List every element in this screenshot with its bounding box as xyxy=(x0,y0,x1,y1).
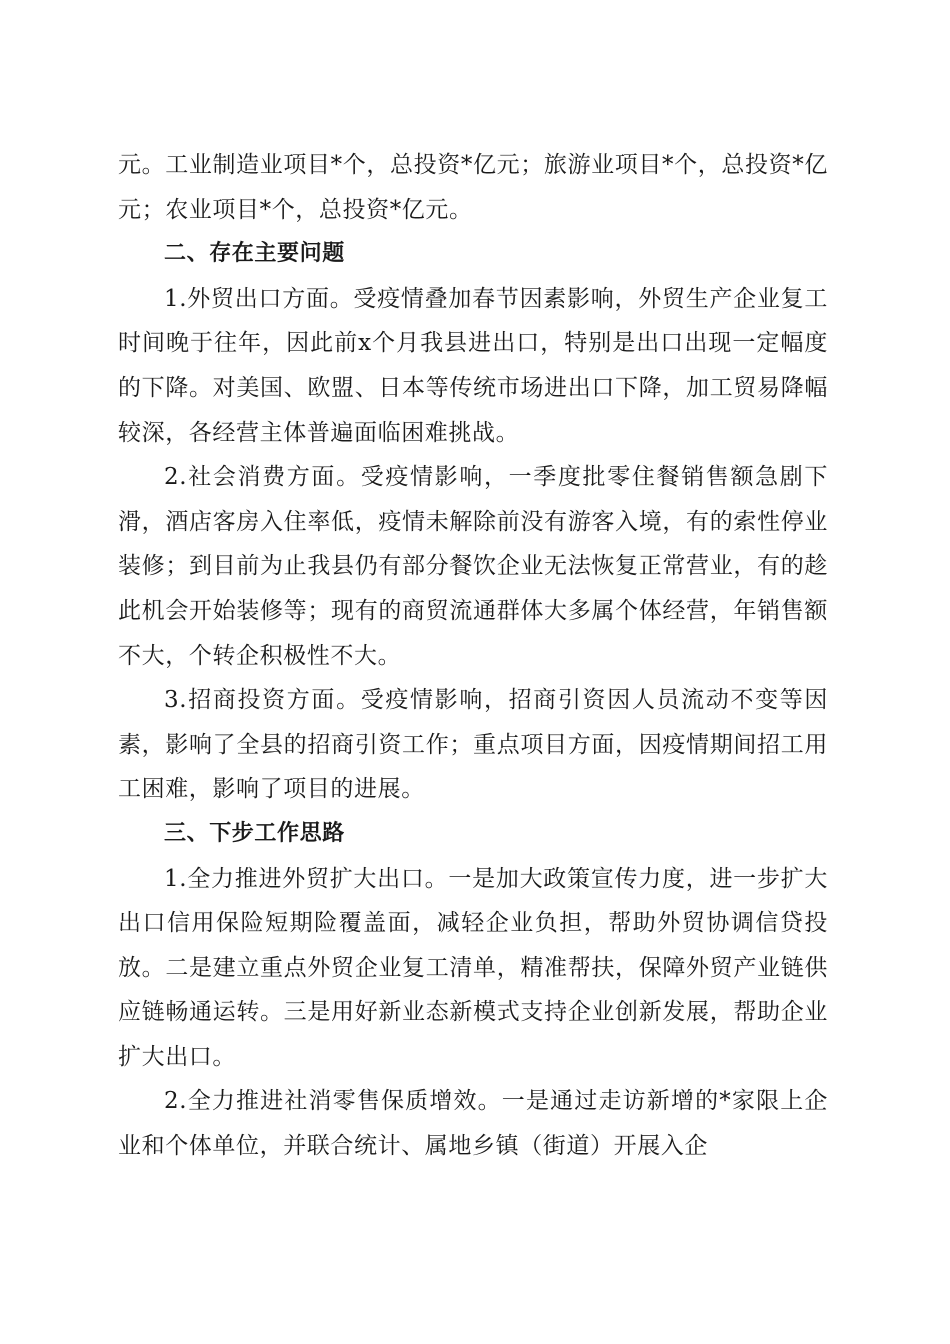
document-body xyxy=(118,143,828,1169)
next-step-item-retail: 2.全力推进社消零售保质增效。一是通过走访新增的*家限上企业和个体单位，并联合统计、属地乡镇（街道）开展入企 xyxy=(118,1088,828,1160)
next-step-item-exports: 1.全力推进外贸扩大出口。一是加大政策宣传力度，进一步扩大出口信用保险短期险覆盖面，减轻企业负担，帮助外贸协调信贷投放。二是建立重点外贸企业复工清单，精准帮扶，保障外贸产业链供应链畅通运转。三是用好新业态新模式支持企业创新发展，帮助企业扩大出口。 xyxy=(118,865,828,1070)
section-heading-next-steps: 三、下步工作思路 xyxy=(164,820,345,846)
problem-item-consumption: 2.社会消费方面。受疫情影响，一季度批零住餐销售额急剧下滑，酒店客房入住率低，疫情未解除前没有游客入境，有的索性停业装修；到目前为止我县仍有部分餐饮企业无法恢复正常营业，有的趁此机会开始装修等；现有的商贸流通群体大多属个体经营，年销售额不大，个转企积极性不大。 xyxy=(118,464,828,669)
problem-item-investment: 3.招商投资方面。受疫情影响，招商引资因人员流动不变等因素，影响了全县的招商引资工作；重点项目方面，因疫情期间招工用工困难，影响了项目的进展。 xyxy=(118,687,828,803)
continuation-paragraph: 元。工业制造业项目*个，总投资*亿元；旅游业项目*个，总投资*亿元；农业项目*个，总投资*亿元。 xyxy=(118,152,828,223)
section-heading-problems: 二、存在主要问题 xyxy=(164,241,345,267)
problem-item-foreign-trade: 1.外贸出口方面。受疫情叠加春节因素影响，外贸生产企业复工时间晚于往年，因此前x个月我县进出口，特别是出口出现一定幅度的下降。对美国、欧盟、日本等传统市场进出口下降，加工贸易降幅较深，各经营主体普遍面临困难挑战。 xyxy=(118,285,828,446)
